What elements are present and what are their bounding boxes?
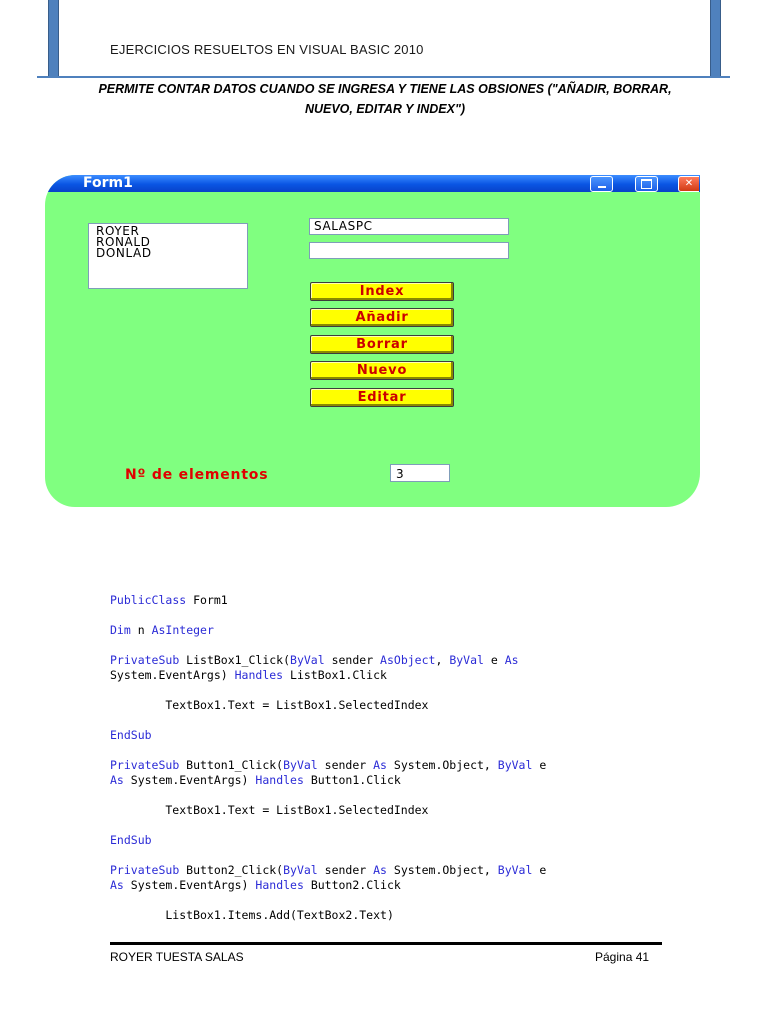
code-line: [110, 908, 394, 922]
code-text: e: [532, 863, 547, 877]
minimize-icon: [598, 186, 606, 188]
maximize-icon: [641, 179, 652, 189]
listbox1[interactable]: [88, 223, 248, 289]
code-keyword: Private: [110, 863, 159, 877]
code-line: [110, 653, 519, 667]
header-right-bar: [710, 0, 721, 76]
code-text: TextBox1.Text = ListBox1.SelectedIndex: [110, 803, 429, 817]
code-line: [110, 803, 429, 817]
code-text: Button2.Click: [303, 878, 401, 892]
code-line: [110, 758, 546, 772]
code-keyword: ByVal: [449, 653, 484, 667]
code-text: ListBox1.Items.Add(TextBox2.Text): [110, 908, 394, 922]
close-button[interactable]: [678, 176, 699, 192]
code-keyword: As: [373, 863, 387, 877]
code-text: ListBox1_Click(: [179, 653, 291, 667]
code-text: System.Object,: [386, 863, 498, 877]
code-keyword: Sub: [158, 653, 180, 667]
code-line: [110, 863, 546, 877]
footer-page-number: Página 41: [595, 950, 650, 964]
code-keyword: Handles: [255, 878, 304, 892]
code-keyword: As: [504, 653, 519, 667]
code-text: e: [483, 653, 505, 667]
code-keyword: Private: [110, 653, 159, 667]
header-left-bar: [48, 0, 59, 76]
code-keyword: Handles: [234, 668, 284, 682]
delete-button[interactable]: Borrar: [310, 335, 454, 354]
textbox1[interactable]: SALASPC: [309, 218, 509, 235]
code-text: sender: [324, 653, 381, 667]
code-keyword: Object: [393, 653, 436, 667]
code-text: Button2_Click(: [179, 863, 284, 877]
element-count-field[interactable]: 3: [390, 464, 450, 482]
edit-button[interactable]: Editar: [310, 388, 454, 407]
list-item[interactable]: ROYER: [96, 224, 140, 238]
code-text: System.EventArgs): [110, 668, 235, 682]
code-text: ,: [435, 653, 450, 667]
maximize-button[interactable]: [635, 176, 658, 192]
code-keyword: ByVal: [283, 863, 318, 877]
code-text: n: [130, 623, 152, 637]
code-keyword: As: [151, 623, 166, 637]
code-text: System.EventArgs): [123, 878, 256, 892]
code-text: Form1: [186, 593, 228, 607]
element-count-label: Nº de elementos: [125, 467, 269, 483]
exercise-description: [70, 79, 700, 119]
code-keyword: Sub: [130, 833, 152, 847]
form1-title: Form1: [83, 175, 133, 191]
code-keyword: End: [110, 728, 131, 742]
code-keyword: ByVal: [497, 863, 533, 877]
code-keyword: As: [380, 653, 394, 667]
code-text: sender: [317, 863, 374, 877]
close-icon: ✕: [684, 178, 694, 189]
code-line: [110, 878, 401, 892]
code-keyword: Sub: [130, 728, 152, 742]
code-text: System.EventArgs): [123, 773, 256, 787]
code-keyword: As: [110, 773, 124, 787]
code-keyword: ByVal: [497, 758, 533, 772]
new-button[interactable]: Nuevo: [310, 361, 454, 380]
code-line: [110, 728, 152, 742]
code-line: [110, 623, 214, 637]
code-text: sender: [317, 758, 374, 772]
code-keyword: Private: [110, 758, 159, 772]
code-line: [110, 593, 228, 607]
footer-author: ROYER TUESTA SALAS: [110, 950, 244, 964]
form1-window: [45, 175, 700, 507]
code-keyword: ByVal: [283, 758, 318, 772]
code-line: [110, 833, 152, 847]
code-keyword: As: [110, 878, 124, 892]
exercise-description-line-2: NUEVO, EDITAR Y INDEX"): [304, 102, 466, 116]
code-line: [110, 698, 429, 712]
code-text: ListBox1.Click: [283, 668, 387, 682]
exercise-description-line-1: PERMITE CONTAR DATOS CUANDO SE INGRESA Y TIENE LAS OBSIONES ("AÑADIR, BORRAR,: [98, 82, 672, 96]
code-keyword: Class: [151, 593, 187, 607]
list-item[interactable]: DONLAD: [96, 246, 152, 260]
footer-divider: [110, 942, 662, 945]
code-keyword: Sub: [158, 758, 180, 772]
code-keyword: End: [110, 833, 131, 847]
code-keyword: Integer: [165, 623, 214, 637]
code-line: [110, 668, 387, 682]
code-keyword: Sub: [158, 863, 180, 877]
code-keyword: As: [373, 758, 387, 772]
code-text: Button1.Click: [303, 773, 401, 787]
code-keyword: Handles: [255, 773, 304, 787]
code-text: System.Object,: [386, 758, 498, 772]
form1-titlebar[interactable]: [45, 175, 700, 192]
add-button[interactable]: Añadir: [310, 308, 454, 327]
code-text: Button1_Click(: [179, 758, 284, 772]
header-divider: [37, 76, 730, 78]
code-text: TextBox1.Text = ListBox1.SelectedIndex: [110, 698, 429, 712]
code-line: [110, 773, 401, 787]
code-keyword: Public: [110, 593, 152, 607]
document-header-title: EJERCICIOS RESUELTOS EN VISUAL BASIC 2010: [110, 42, 424, 57]
code-keyword: Dim: [110, 623, 131, 637]
minimize-button[interactable]: [590, 176, 613, 192]
code-keyword: ByVal: [290, 653, 325, 667]
index-button[interactable]: Index: [310, 282, 454, 301]
list-item[interactable]: RONALD: [96, 235, 151, 249]
textbox2[interactable]: [309, 242, 509, 259]
code-text: e: [532, 758, 547, 772]
